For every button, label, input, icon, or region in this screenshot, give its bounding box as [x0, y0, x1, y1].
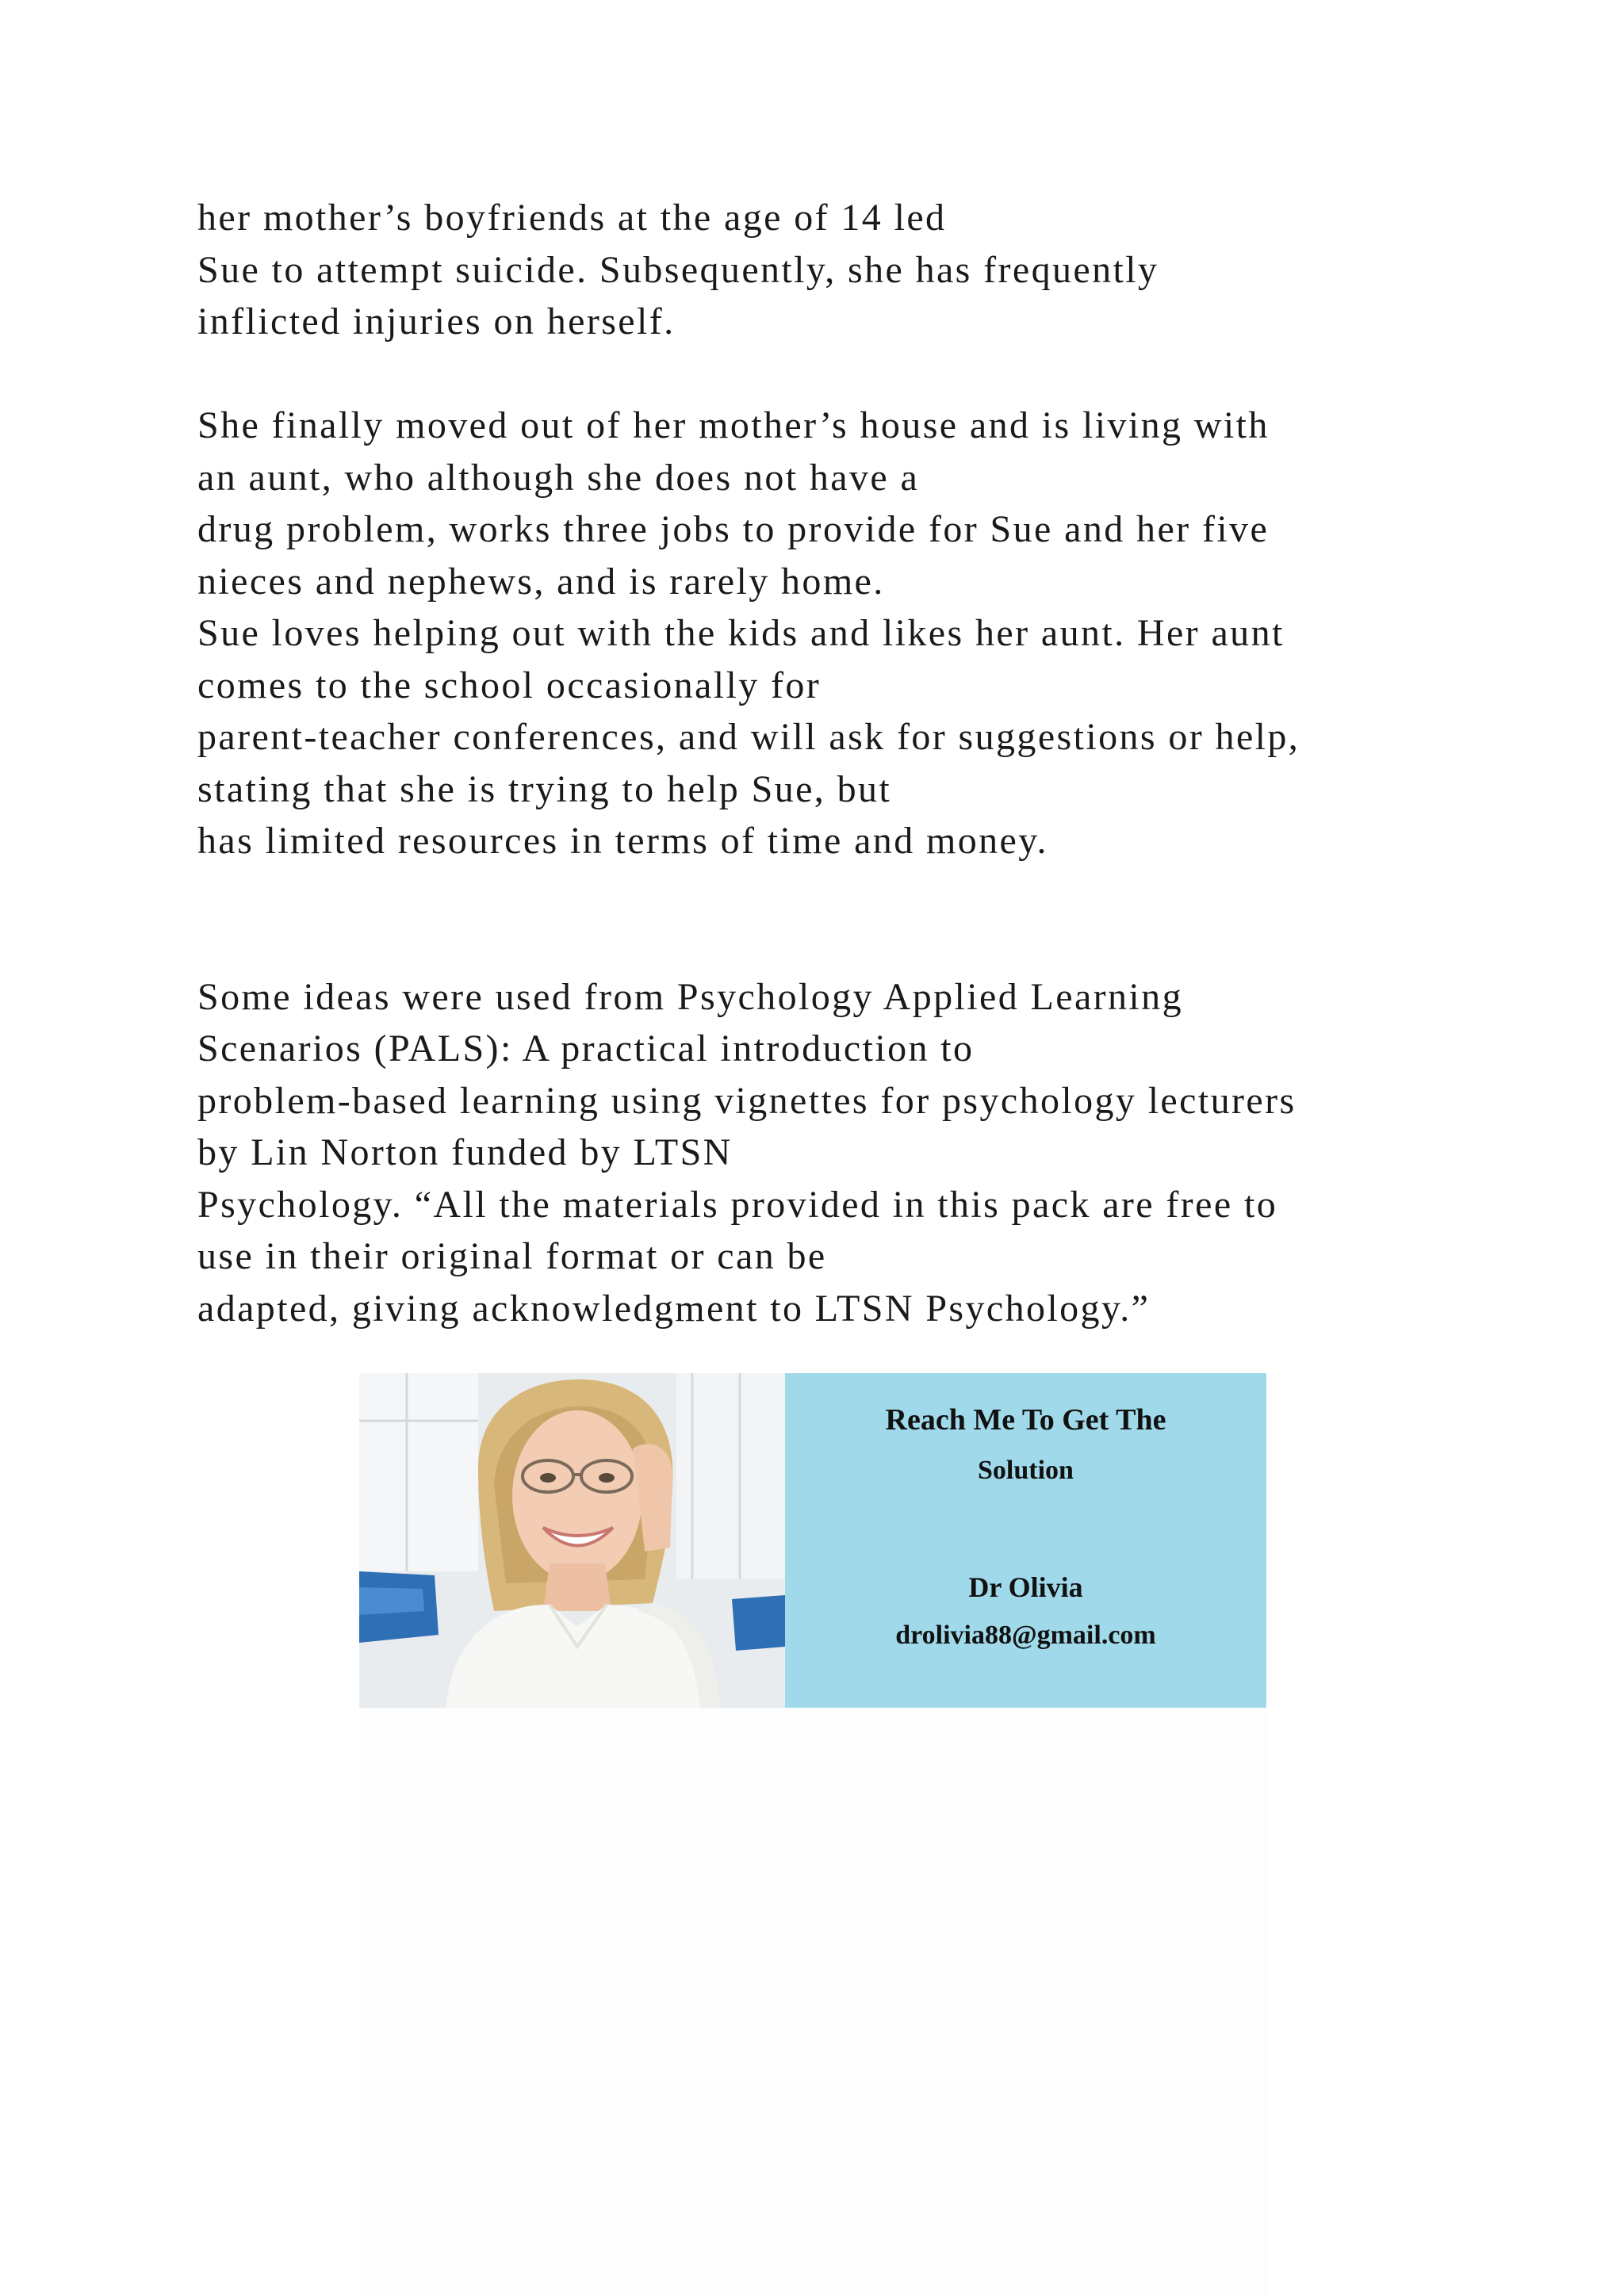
text-line: parent-teacher conferences, and will ask for suggestions or help,: [197, 716, 1300, 758]
text-line: Sue to attempt suicide. Subsequently, she has frequently: [197, 248, 1159, 291]
text-line: adapted, giving acknowledgment to LTSN Psychology.”: [197, 1287, 1151, 1330]
text-line: use in their original format or can be: [197, 1235, 827, 1277]
text-line: comes to the school occasionally for: [197, 664, 822, 706]
paragraph-spacer: [197, 867, 1545, 971]
text-line: her mother’s boyfriends at the age of 14 led: [197, 197, 947, 239]
document-body: [197, 192, 1545, 1334]
text-line: Some ideas were used from Psychology Applied Learning: [197, 975, 1183, 1018]
text-line: has limited resources in terms of time and money.: [197, 820, 1048, 862]
banner-heading: Reach Me To Get The: [885, 1403, 1166, 1437]
paragraph-3: [197, 971, 1545, 1335]
blank-image-area: [359, 1708, 1266, 2296]
text-line: stating that she is trying to help Sue, but: [197, 767, 892, 810]
text-line: She finally moved out of her mother’s house and is living with: [197, 404, 1270, 446]
text-line: problem-based learning using vignettes for psychology lecturers: [197, 1079, 1297, 1122]
text-line: Scenarios (PALS): A practical introduction to: [197, 1027, 975, 1070]
text-line: an aunt, who although she does not have a: [197, 456, 920, 499]
paragraph-spacer: [197, 348, 1545, 400]
smiling-woman-photo-icon: [359, 1373, 785, 1708]
text-line: inflicted injuries on herself.: [197, 300, 676, 342]
contact-info-panel: [785, 1373, 1266, 1708]
banner-subheading: Solution: [978, 1456, 1074, 1485]
text-line: by Lin Norton funded by LTSN: [197, 1131, 733, 1173]
text-line: nieces and nephews, and is rarely home.: [197, 560, 885, 603]
text-line: drug problem, works three jobs to provide for Sue and her five: [197, 508, 1270, 550]
paragraph-2: [197, 400, 1545, 867]
contact-name: Dr Olivia: [968, 1571, 1083, 1603]
contact-banner: [359, 1373, 1266, 1708]
text-line: Psychology. “All the materials provided in this pack are free to: [197, 1183, 1278, 1226]
contact-email: drolivia88@gmail.com: [895, 1621, 1156, 1650]
text-line: Sue loves helping out with the kids and likes her aunt. Her aunt: [197, 612, 1285, 654]
paragraph-1: [197, 192, 1545, 348]
